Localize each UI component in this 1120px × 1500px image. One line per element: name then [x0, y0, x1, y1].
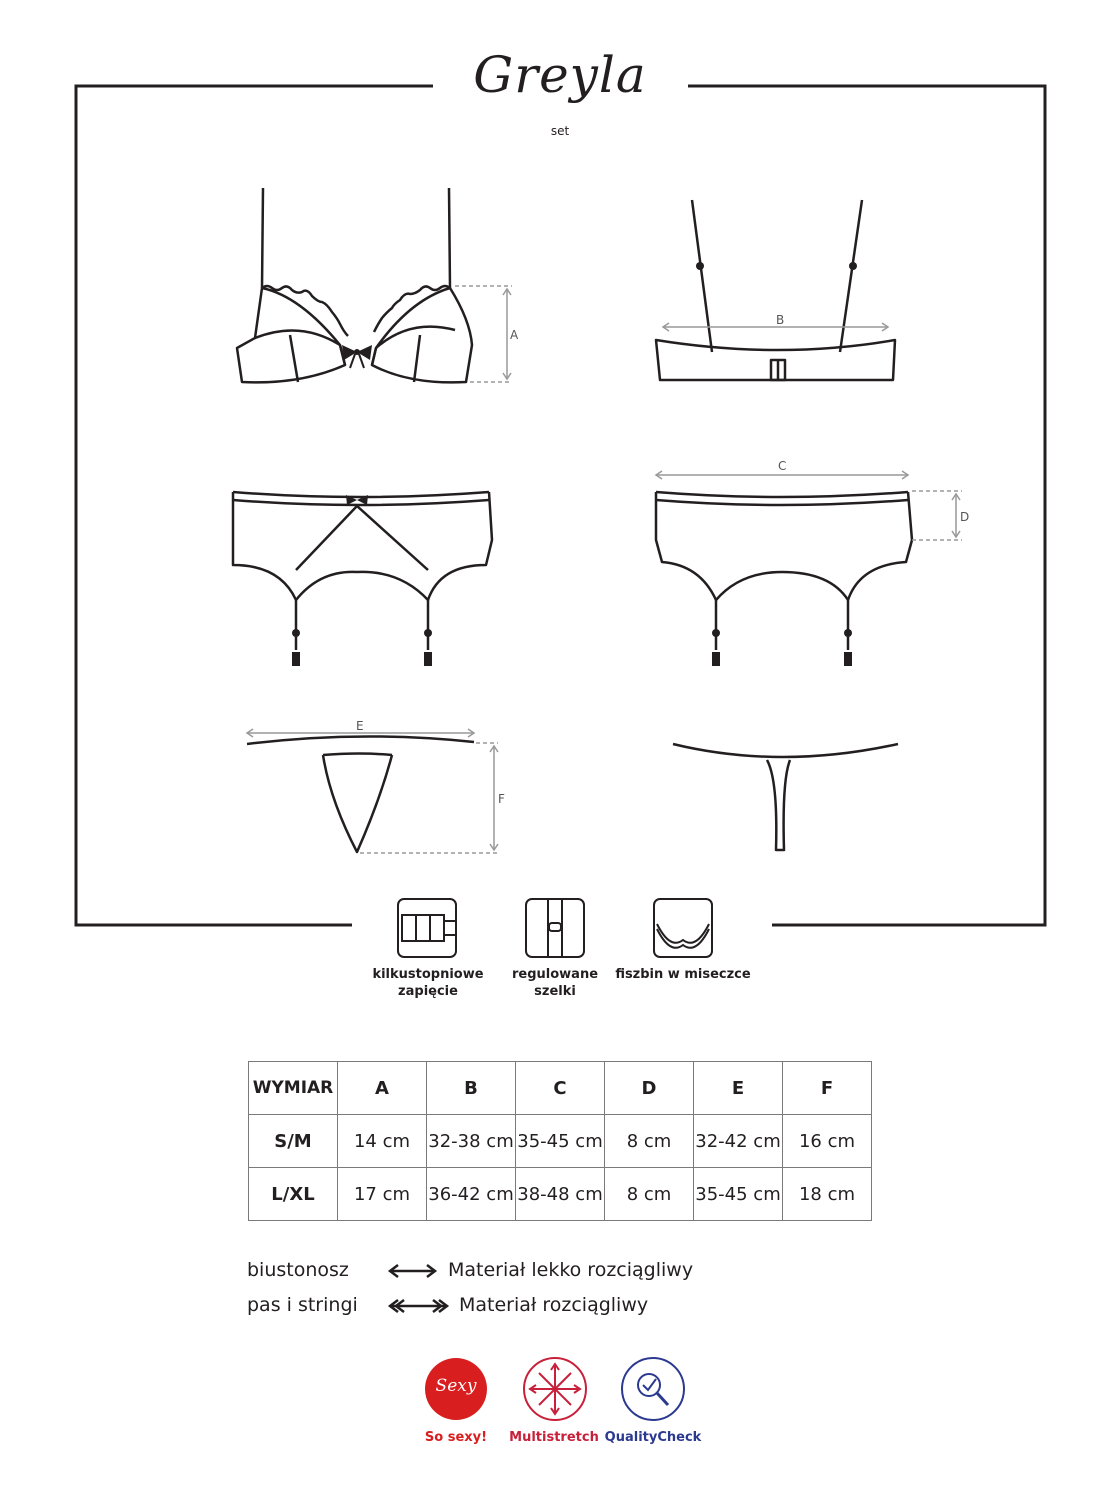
multistretch-badge-label: Multistretch	[509, 1430, 599, 1445]
table-header-cell: E	[694, 1062, 783, 1115]
dimension-f-label: F	[498, 792, 505, 806]
table-cell: 18 cm	[783, 1168, 872, 1221]
table-header-cell: D	[605, 1062, 694, 1115]
brand-subtitle: set	[550, 124, 570, 138]
stretch-arrow-icon	[390, 1300, 447, 1312]
material-desc-bra: Materiał lekko rozciągliwy	[448, 1259, 694, 1281]
table-row-size: L/XL	[249, 1168, 338, 1221]
feature-adjustable-straps-label: regulowane szelki	[511, 967, 599, 999]
dimension-e-label: E	[356, 719, 364, 733]
feature-underwire-label: fiszbin w miseczce	[615, 967, 751, 982]
table-row-size: S/M	[249, 1115, 338, 1168]
dimension-b-label: B	[776, 313, 785, 327]
material-desc-belt-thong: Materiał rozciągliwy	[459, 1294, 649, 1316]
so-sexy-badge-text: Sexy	[435, 1376, 477, 1396]
table-cell: 14 cm	[338, 1115, 427, 1168]
table-cell: 35-45 cm	[516, 1115, 605, 1168]
bow-icon	[342, 345, 372, 368]
table-header-row	[249, 1062, 872, 1115]
quality-check-badge-icon	[622, 1358, 684, 1420]
table-cell: 38-48 cm	[516, 1168, 605, 1221]
table-cell: 35-45 cm	[694, 1168, 783, 1221]
multi-hook-closure-icon	[398, 899, 456, 957]
table-cell: 32-38 cm	[427, 1115, 516, 1168]
multistretch-badge-icon	[524, 1358, 586, 1420]
thong-front-drawing	[247, 736, 474, 852]
material-item-belt-thong: pas i stringi	[247, 1294, 358, 1316]
table-cell: 8 cm	[605, 1168, 694, 1221]
table-row	[249, 1168, 872, 1221]
dimension-a-label: A	[510, 328, 519, 342]
table-header-cell: B	[427, 1062, 516, 1115]
table-row	[249, 1115, 872, 1168]
so-sexy-badge-label: So sexy!	[424, 1430, 488, 1445]
dimension-f-marker	[360, 743, 498, 853]
table-cell: 36-42 cm	[427, 1168, 516, 1221]
brand-title: Greyla	[473, 46, 647, 104]
garter-belt-front-drawing	[233, 492, 492, 650]
table-cell: 17 cm	[338, 1168, 427, 1221]
table-cell: 8 cm	[605, 1115, 694, 1168]
bra-back-drawing	[656, 200, 895, 380]
underwire-cup-icon	[654, 899, 712, 957]
garter-belt-back-drawing	[656, 492, 912, 650]
table-cell: 32-42 cm	[694, 1115, 783, 1168]
table-header-cell: WYMIAR	[249, 1062, 338, 1115]
feature-multi-hook-label: kilkustopniowe zapięcie	[372, 967, 484, 999]
dimension-c-label: C	[778, 459, 787, 473]
quality-check-badge-label: QualityCheck	[604, 1430, 702, 1445]
light-stretch-arrow-icon	[390, 1265, 435, 1277]
dimension-d-label: D	[960, 510, 970, 524]
size-table	[248, 1061, 872, 1221]
table-cell: 16 cm	[783, 1115, 872, 1168]
thong-back-drawing	[673, 744, 898, 850]
material-item-bra: biustonosz	[247, 1259, 349, 1281]
table-header-cell: A	[338, 1062, 427, 1115]
table-header-cell: F	[783, 1062, 872, 1115]
table-header-cell: C	[516, 1062, 605, 1115]
dimension-a-marker	[455, 286, 512, 382]
adjustable-straps-icon	[526, 899, 584, 957]
dimension-d-marker	[912, 491, 962, 540]
